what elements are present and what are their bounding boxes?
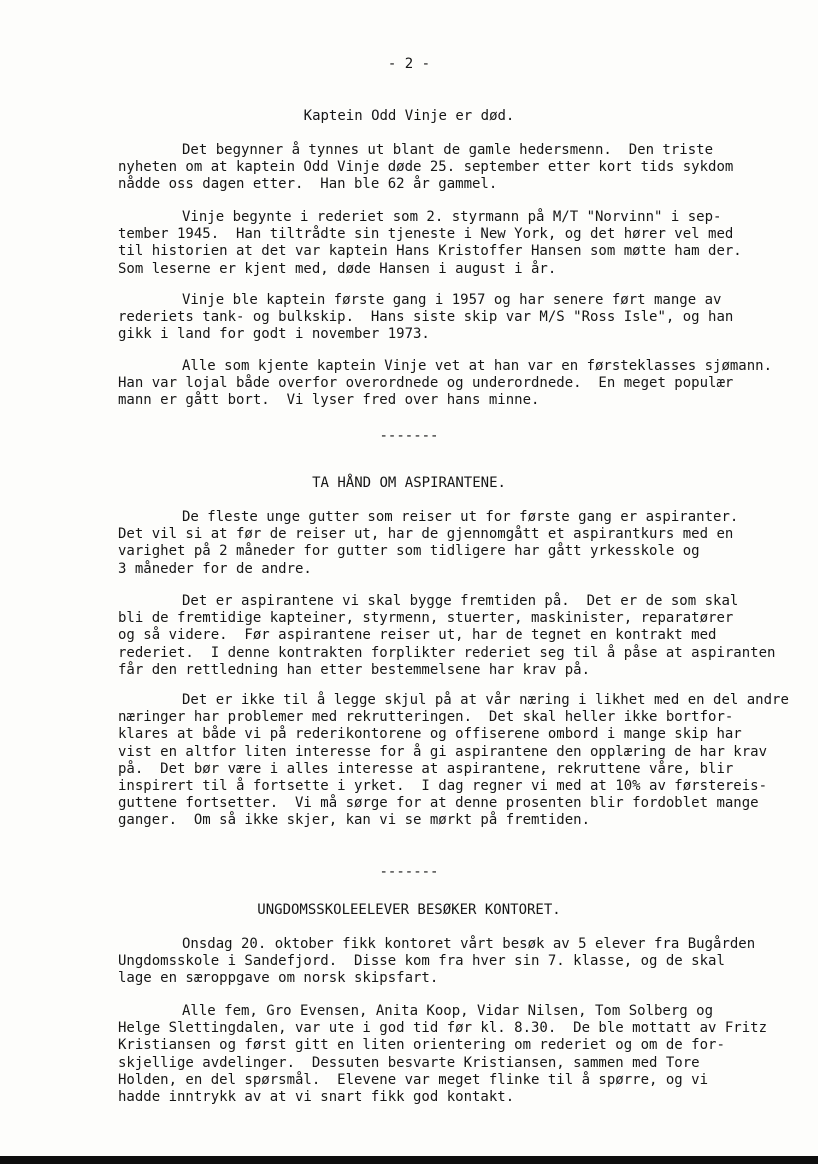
text-line: rederiet. I denne kontrakten forplikter rederiet seg til å påse at aspiranten xyxy=(118,644,776,661)
text-line: varighet på 2 måneder for gutter som tidligere har gått yrkesskole og xyxy=(118,543,700,560)
text-line: Som leserne er kjent med, døde Hansen i august i år. xyxy=(118,260,557,277)
text-line: Alle fem, Gro Evensen, Anita Koop, Vidar Nilsen, Tom Solberg og xyxy=(182,1003,714,1019)
text-line: klares at både vi på rederikontorene og offiserene ombord i mange skip har xyxy=(118,726,742,743)
text-line: Det begynner å tynnes ut blant de gamle hedersmenn. Den triste xyxy=(182,142,714,158)
separator: ------- xyxy=(379,864,439,880)
text-line: inspirert til å fortsette i yrket. I dag regner vi med at 10% av førstereis- xyxy=(118,778,768,795)
text-line: hadde inntrykk av at vi snart fikk god kontakt. xyxy=(118,1089,515,1106)
text-line: Helge Slettingdalen, var ute i god tid før kl. 8.30. De ble mottatt av Fritz xyxy=(118,1020,768,1037)
paragraph xyxy=(118,358,778,410)
text-line: nådde oss dagen etter. Han ble 62 år gammel. xyxy=(118,176,498,193)
text-line: og så videre. Før aspirantene reiser ut, har de tegnet en kontrakt med xyxy=(118,627,717,644)
paragraph xyxy=(118,936,778,988)
text-line: De fleste unge gutter som reiser ut for første gang er aspiranter. xyxy=(182,509,739,525)
text-line: Vinje begynte i rederiet som 2. styrmann på M/T "Norvinn" i sep- xyxy=(182,209,722,225)
text-line: vist en altfor liten interesse for å gi aspirantene den opplæring de har krav xyxy=(118,743,768,760)
text-line: lage en særoppgave om norsk skipsfart. xyxy=(118,970,439,987)
text-line: næringer har problemer med rekrutteringen. Det skal heller ikke bortfor- xyxy=(118,709,734,726)
text-line: Vinje ble kaptein første gang i 1957 og har senere ført mange av xyxy=(182,292,722,308)
text-line: til historien at det var kaptein Hans Kristoffer Hansen som møtte ham der. xyxy=(118,243,742,260)
page-number: - 2 - xyxy=(387,56,431,72)
text-line: mann er gått bort. Vi lyser fred over hans minne. xyxy=(118,392,540,409)
text-line: Det er aspirantene vi skal bygge fremtiden på. Det er de som skal xyxy=(182,593,739,609)
paragraph xyxy=(118,209,778,278)
paragraph xyxy=(118,593,778,679)
paragraph xyxy=(118,292,778,344)
section-title-obituary: Kaptein Odd Vinje er død. xyxy=(303,108,515,124)
section-title-aspirants: TA HÅND OM ASPIRANTENE. xyxy=(312,475,506,491)
text-line: skjellige avdelinger. Dessuten besvarte Kristiansen, sammen med Tore xyxy=(118,1054,700,1071)
paragraph xyxy=(118,509,778,578)
paragraph xyxy=(118,692,789,830)
text-line: ganger. Om så ikke skjer, kan vi se mørkt på fremtiden. xyxy=(118,812,591,829)
text-line: på. Det bør være i alles interesse at aspirantene, rekruttene våre, blir xyxy=(118,760,734,777)
separator: ------- xyxy=(379,428,439,444)
text-line: Han var lojal både overfor overordnede og underordnede. En meget populær xyxy=(118,375,734,392)
text-line: guttene fortsetter. Vi må sørge for at denne prosenten blir fordoblet mange xyxy=(118,795,759,812)
scan-bottom-edge xyxy=(0,1156,818,1164)
text-line: nyheten om at kaptein Odd Vinje døde 25. september etter kort tids sykdom xyxy=(118,159,734,176)
paragraph xyxy=(118,142,778,194)
text-line: Det er ikke til å legge skjul på at vår næring i likhet med en del andre xyxy=(182,692,789,708)
text-line: Det vil si at før de reiser ut, har de gjennomgått et aspirantkurs med en xyxy=(118,526,734,543)
text-line: bli de fremtidige kapteiner, styrmenn, stuerter, maskinister, reparatører xyxy=(118,610,734,627)
paragraph xyxy=(118,1003,778,1106)
section-title-students: UNGDOMSSKOLEELEVER BESØKER KONTORET. xyxy=(257,902,561,918)
text-line: Alle som kjente kaptein Vinje vet at han var en førsteklasses sjømann. xyxy=(182,358,773,374)
text-line: Ungdomsskole i Sandefjord. Disse kom fra hver sin 7. klasse, og de skal xyxy=(118,953,725,970)
text-line: rederiets tank- og bulkskip. Hans siste skip var M/S "Ross Isle", og han xyxy=(118,309,734,326)
text-line: tember 1945. Han tiltrådte sin tjeneste i New York, og det hører vel med xyxy=(118,226,734,243)
text-line: gikk i land for godt i november 1973. xyxy=(118,326,430,343)
text-line: 3 måneder for de andre. xyxy=(118,560,312,577)
text-line: Kristiansen og først gitt en liten orientering om rederiet og om de for- xyxy=(118,1037,725,1054)
text-line: får den rettledning han etter bestemmelsene har krav på. xyxy=(118,661,591,678)
text-line: Holden, en del spørsmål. Elevene var meget flinke til å spørre, og vi xyxy=(118,1071,709,1088)
text-line: Onsdag 20. oktober fikk kontoret vårt besøk av 5 elever fra Bugården xyxy=(182,936,756,952)
